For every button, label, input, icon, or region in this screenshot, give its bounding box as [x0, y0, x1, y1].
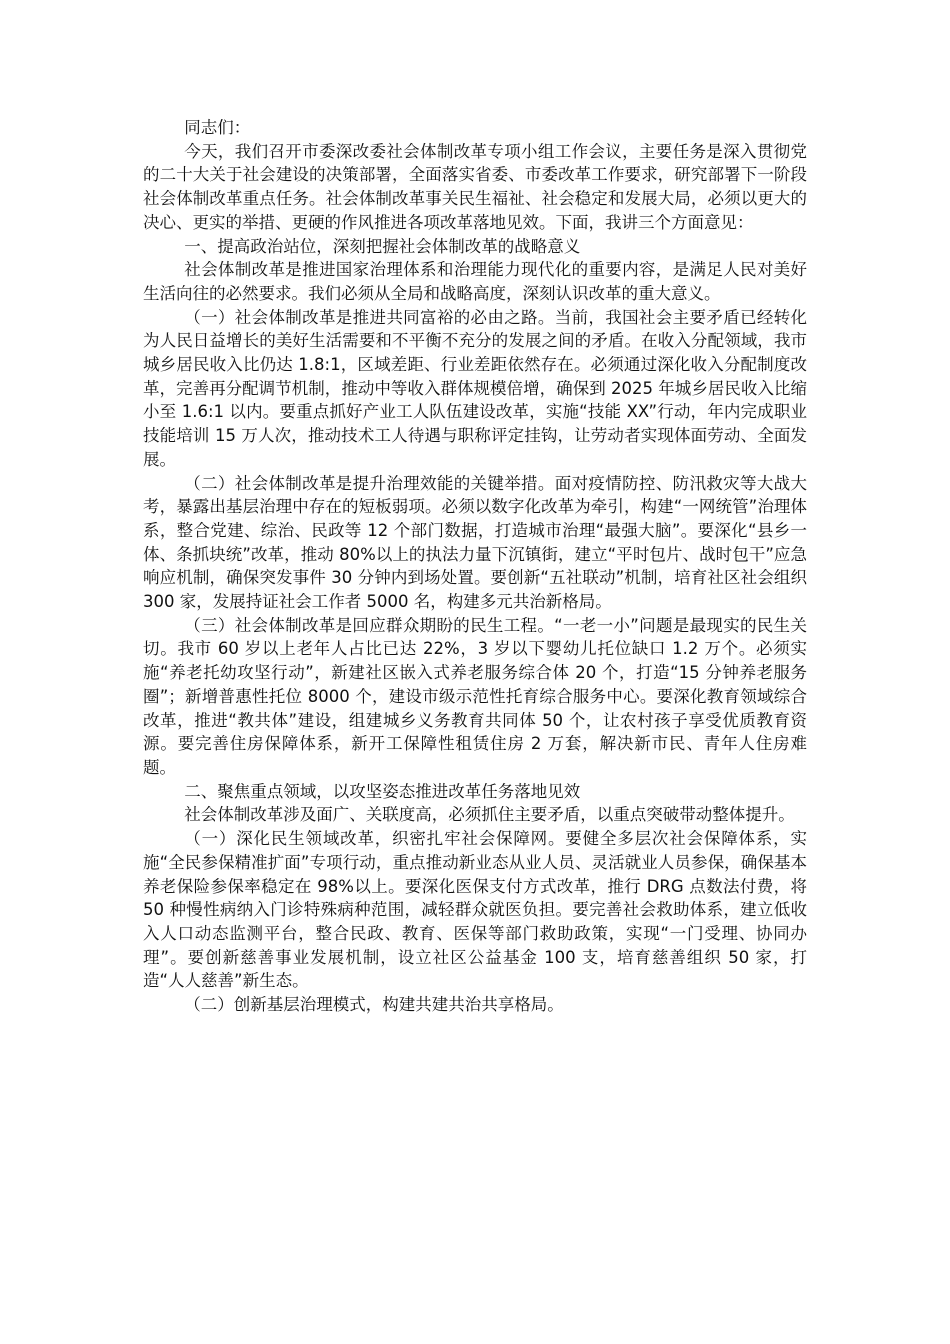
section-2-point-2: （二）创新基层治理模式，构建共建共治共享格局。 [184, 995, 564, 1015]
section-2-intro: 社会体制改革涉及面广、关联度高，必须抓住主要矛盾，以重点突破带动整体提升。 [184, 805, 795, 825]
section-2-point-1: （一）深化民生领域改革，织密扎牢社会保障网。要健全多层次社会保障体系，实施“全民参保精准扩面”专项行动，重点推动新业态从业人员、灵活就业人员参保，确保基本养老保险参保率稳定在 98%以上。要深化医保支付方式改革，推行 DRG 点数法付费，将 50 种慢性病纳入门诊特殊病种范围，减轻群众就医负担。要完善社会救助体系，建立低收入人口动态监测平台，整合民政、教育、医保等部门救助政策，实现“一门受理、协同办理”。要创新慈善事业发展机制，设立社区公益基金 100 支，培育慈善组织 50 家，打造“人人慈善”新生态。 [143, 829, 807, 991]
section-heading-1: 一、提高政治站位，深刻把握社会体制改革的战略意义 [184, 236, 581, 256]
section-heading-2: 二、聚焦重点领域，以攻坚姿态推进改革任务落地见效 [184, 781, 581, 801]
section-1-point-3: （三）社会体制改革是回应群众期盼的民生工程。“一老一小”问题是最现实的民生关切。我市 60 岁以上老年人占比已达 22%，3 岁以下婴幼儿托位缺口 1.2 万个。必须实施“养老托幼攻坚行动”，新建社区嵌入式养老服务综合体 20 个，打造“15 分钟养老服务圈”；新增普惠性托位 8000 个，建设市级示范性托育综合服务中心。要深化教育领域综合改革，推进“教共体”建设，组建城乡义务教育共同体 50 个，让农村孩子享受优质教育资源。要完善住房保障体系，新开工保障性租赁住房 2 万套，解决新市民、青年人住房难题。 [143, 615, 807, 777]
salutation: 同志们： [184, 118, 251, 137]
document-body [143, 116, 807, 1017]
section-1-point-2: （二）社会体制改革是提升治理效能的关键举措。面对疫情防控、防汛救灾等大战大考，暴露出基层治理中存在的短板弱项。必须以数字化改革为牵引，构建“一网统管”治理体系，整合党建、综治、民政等 12 个部门数据，打造城市治理“最强大脑”。要深化“县乡一体、条抓块统”改革，推动 80%以上的执法力量下沉镇街，建立“平时包片、战时包干”应急响应机制，确保突发事件 30 分钟内到场处置。要创新“五社联动”机制，培育社区社会组织 300 家，发展持证社会工作者 5000 名，构建多元共治新格局。 [143, 473, 807, 612]
opening-paragraph: 今天，我们召开市委深改委社会体制改革专项小组工作会议，主要任务是深入贯彻党的二十大关于社会建设的决策部署，全面落实省委、市委改革工作要求，研究部署下一阶段社会体制改革重点任务。社会体制改革事关民生福祉、社会稳定和发展大局，必须以更大的决心、更实的举措、更硬的作风推进各项改革落地见效。下面，我讲三个方面意见： [143, 141, 807, 232]
section-1-point-1: （一）社会体制改革是推进共同富裕的必由之路。当前，我国社会主要矛盾已经转化为人民日益增长的美好生活需要和不平衡不充分的发展之间的矛盾。在收入分配领域，我市城乡居民收入比仍达 1.8:1，区域差距、行业差距依然存在。必须通过深化收入分配制度改革，完善再分配调节机制，推动中等收入群体规模倍增，确保到 2025 年城乡居民收入比缩小至 1.6:1 以内。要重点抓好产业工人队伍建设改革，实施“技能 XX”行动，年内完成职业技能培训 15 万人次，推动技术工人待遇与职称评定挂钩，让劳动者实现体面劳动、全面发展。 [143, 307, 807, 469]
section-1-intro: 社会体制改革是推进国家治理体系和治理能力现代化的重要内容，是满足人民对美好生活向往的必然要求。我们必须从全局和战略高度，深刻认识改革的重大意义。 [143, 260, 807, 303]
